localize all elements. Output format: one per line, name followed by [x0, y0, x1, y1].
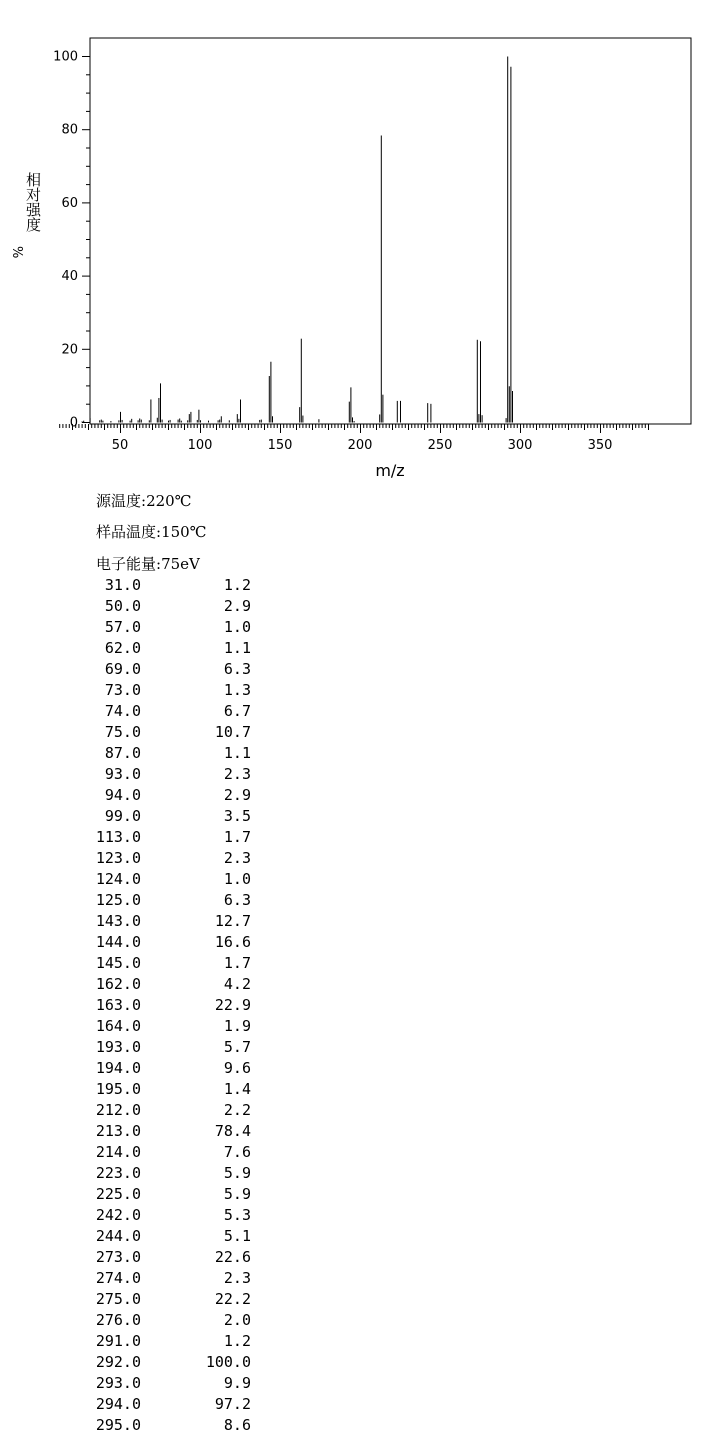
mz-value: 93.0 — [104, 765, 141, 783]
mz-value: 225.0 — [95, 1185, 141, 1203]
abundance-value: 6.3 — [223, 891, 251, 909]
table-row — [84, 722, 251, 743]
abundance-value: 8.6 — [223, 1416, 251, 1434]
table-row — [84, 1247, 251, 1268]
electron-energy-value: 75eV — [161, 555, 200, 573]
mz-value: 73.0 — [104, 681, 141, 699]
table-row — [84, 890, 251, 911]
abundance-value: 22.2 — [214, 1290, 251, 1308]
table-row — [84, 617, 251, 638]
x-axis — [60, 424, 649, 453]
table-row — [84, 1394, 251, 1415]
mz-value: 223.0 — [95, 1164, 141, 1182]
mz-value: 143.0 — [95, 912, 141, 930]
x-tick-label: 150 — [267, 438, 293, 453]
mz-value: 214.0 — [95, 1143, 141, 1161]
electron-energy-label: 电子能量: — [96, 555, 162, 573]
table-row — [84, 1352, 251, 1373]
abundance-value: 5.1 — [223, 1227, 251, 1245]
sample-temperature-label: 样品温度: — [96, 523, 162, 541]
table-row — [84, 848, 251, 869]
abundance-value: 2.9 — [223, 597, 251, 615]
abundance-value: 1.7 — [223, 954, 251, 972]
mz-value: 276.0 — [95, 1311, 141, 1329]
source-temperature-label: 源温度: — [96, 492, 147, 510]
table-row — [84, 1373, 251, 1394]
y-tick-label: 80 — [61, 122, 78, 138]
mz-value: 242.0 — [95, 1206, 141, 1224]
mz-value: 50.0 — [104, 597, 141, 615]
mz-value: 292.0 — [95, 1353, 141, 1371]
mz-value: 194.0 — [95, 1059, 141, 1077]
peak-bars — [82, 57, 512, 423]
abundance-value: 1.1 — [223, 639, 251, 657]
abundance-value: 78.4 — [214, 1122, 251, 1140]
table-row — [84, 1100, 251, 1121]
abundance-value: 1.2 — [223, 576, 251, 594]
y-axis-unit: % — [9, 246, 24, 259]
table-row — [84, 638, 251, 659]
y-axis — [53, 50, 90, 431]
sample-temperature-value: 150℃ — [161, 523, 207, 541]
mz-value: 123.0 — [95, 849, 141, 867]
table-row — [84, 575, 251, 596]
table-row — [84, 1226, 251, 1247]
abundance-value: 2.3 — [223, 849, 251, 867]
y-tick-label: 0 — [69, 415, 78, 431]
table-row — [84, 1079, 251, 1100]
sample-temperature — [96, 521, 206, 542]
mz-value: 99.0 — [104, 807, 141, 825]
table-row — [84, 1037, 251, 1058]
abundance-value: 1.4 — [223, 1080, 251, 1098]
x-tick-label: 350 — [587, 438, 613, 453]
y-tick-label: 20 — [61, 342, 78, 358]
table-row — [84, 827, 251, 848]
source-temperature-value: 220℃ — [146, 492, 192, 510]
table-row — [84, 1331, 251, 1352]
abundance-value: 2.3 — [223, 765, 251, 783]
mz-value: 213.0 — [95, 1122, 141, 1140]
table-row — [84, 932, 251, 953]
table-row — [84, 869, 251, 890]
abundance-value: 22.9 — [214, 996, 251, 1014]
mz-value: 293.0 — [95, 1374, 141, 1392]
mz-value: 244.0 — [95, 1227, 141, 1245]
table-row — [84, 1184, 251, 1205]
table-row — [84, 1310, 251, 1331]
abundance-value: 4.2 — [223, 975, 251, 993]
table-row — [84, 974, 251, 995]
x-axis-label: m/z — [375, 461, 405, 480]
mz-value: 69.0 — [104, 660, 141, 678]
table-row — [84, 1268, 251, 1289]
mz-value: 162.0 — [95, 975, 141, 993]
table-row — [84, 995, 251, 1016]
table-row — [84, 1058, 251, 1079]
mz-value: 31.0 — [104, 576, 141, 594]
mz-value: 193.0 — [95, 1038, 141, 1056]
abundance-value: 6.7 — [223, 702, 251, 720]
table-row — [84, 1142, 251, 1163]
table-row — [84, 806, 251, 827]
abundance-value: 12.7 — [214, 912, 251, 930]
abundance-value: 6.3 — [223, 660, 251, 678]
table-row — [84, 1121, 251, 1142]
x-tick-label: 250 — [427, 438, 453, 453]
mz-value: 74.0 — [104, 702, 141, 720]
mz-value: 125.0 — [95, 891, 141, 909]
abundance-value: 100.0 — [205, 1353, 251, 1371]
mz-value: 294.0 — [95, 1395, 141, 1413]
mz-value: 291.0 — [95, 1332, 141, 1350]
x-tick-label: 100 — [187, 438, 213, 453]
abundance-value: 2.9 — [223, 786, 251, 804]
electron-energy — [96, 553, 200, 574]
source-temperature — [96, 490, 191, 511]
mz-value: 164.0 — [95, 1017, 141, 1035]
abundance-value: 5.9 — [223, 1185, 251, 1203]
mz-value: 75.0 — [104, 723, 141, 741]
table-row — [84, 659, 251, 680]
abundance-value: 97.2 — [214, 1395, 251, 1413]
mz-value: 87.0 — [104, 744, 141, 762]
table-row — [84, 1289, 251, 1310]
abundance-value: 10.7 — [214, 723, 251, 741]
mz-value: 124.0 — [95, 870, 141, 888]
abundance-value: 16.6 — [214, 933, 251, 951]
abundance-value: 22.6 — [214, 1248, 251, 1266]
x-tick-label: 200 — [347, 438, 373, 453]
abundance-value: 3.5 — [223, 807, 251, 825]
y-tick-label: 100 — [53, 49, 78, 65]
mz-value: 62.0 — [104, 639, 141, 657]
table-row — [84, 701, 251, 722]
mz-value: 195.0 — [95, 1080, 141, 1098]
table-row — [84, 911, 251, 932]
peak-table — [84, 575, 251, 1436]
mz-value: 113.0 — [95, 828, 141, 846]
abundance-value: 1.3 — [223, 681, 251, 699]
mass-spectrum-chart — [0, 0, 709, 485]
mz-value: 94.0 — [104, 786, 141, 804]
mz-value: 57.0 — [104, 618, 141, 636]
mz-value: 273.0 — [95, 1248, 141, 1266]
table-row — [84, 596, 251, 617]
table-row — [84, 1016, 251, 1037]
table-row — [84, 1415, 251, 1436]
abundance-value: 2.0 — [223, 1311, 251, 1329]
mz-value: 144.0 — [95, 933, 141, 951]
y-tick-label: 40 — [61, 269, 78, 285]
abundance-value: 1.7 — [223, 828, 251, 846]
plot-frame — [90, 38, 691, 424]
y-tick-label: 60 — [61, 195, 78, 211]
abundance-value: 5.7 — [223, 1038, 251, 1056]
abundance-value: 7.6 — [223, 1143, 251, 1161]
abundance-value: 1.9 — [223, 1017, 251, 1035]
table-row — [84, 1163, 251, 1184]
abundance-value: 1.0 — [223, 870, 251, 888]
table-row — [84, 1205, 251, 1226]
abundance-value: 9.6 — [223, 1059, 251, 1077]
table-row — [84, 953, 251, 974]
mz-value: 295.0 — [95, 1416, 141, 1434]
x-tick-label: 300 — [507, 438, 533, 453]
mz-value: 275.0 — [95, 1290, 141, 1308]
mz-value: 145.0 — [95, 954, 141, 972]
abundance-value: 9.9 — [223, 1374, 251, 1392]
abundance-value: 1.0 — [223, 618, 251, 636]
mz-value: 212.0 — [95, 1101, 141, 1119]
table-row — [84, 680, 251, 701]
y-axis-label: 相对强度 — [24, 172, 42, 232]
abundance-value: 1.2 — [223, 1332, 251, 1350]
x-tick-label: 50 — [111, 438, 129, 453]
abundance-value: 2.3 — [223, 1269, 251, 1287]
mz-value: 274.0 — [95, 1269, 141, 1287]
abundance-value: 5.9 — [223, 1164, 251, 1182]
abundance-value: 5.3 — [223, 1206, 251, 1224]
table-row — [84, 764, 251, 785]
abundance-value: 2.2 — [223, 1101, 251, 1119]
table-row — [84, 743, 251, 764]
abundance-value: 1.1 — [223, 744, 251, 762]
table-row — [84, 785, 251, 806]
mz-value: 163.0 — [95, 996, 141, 1014]
